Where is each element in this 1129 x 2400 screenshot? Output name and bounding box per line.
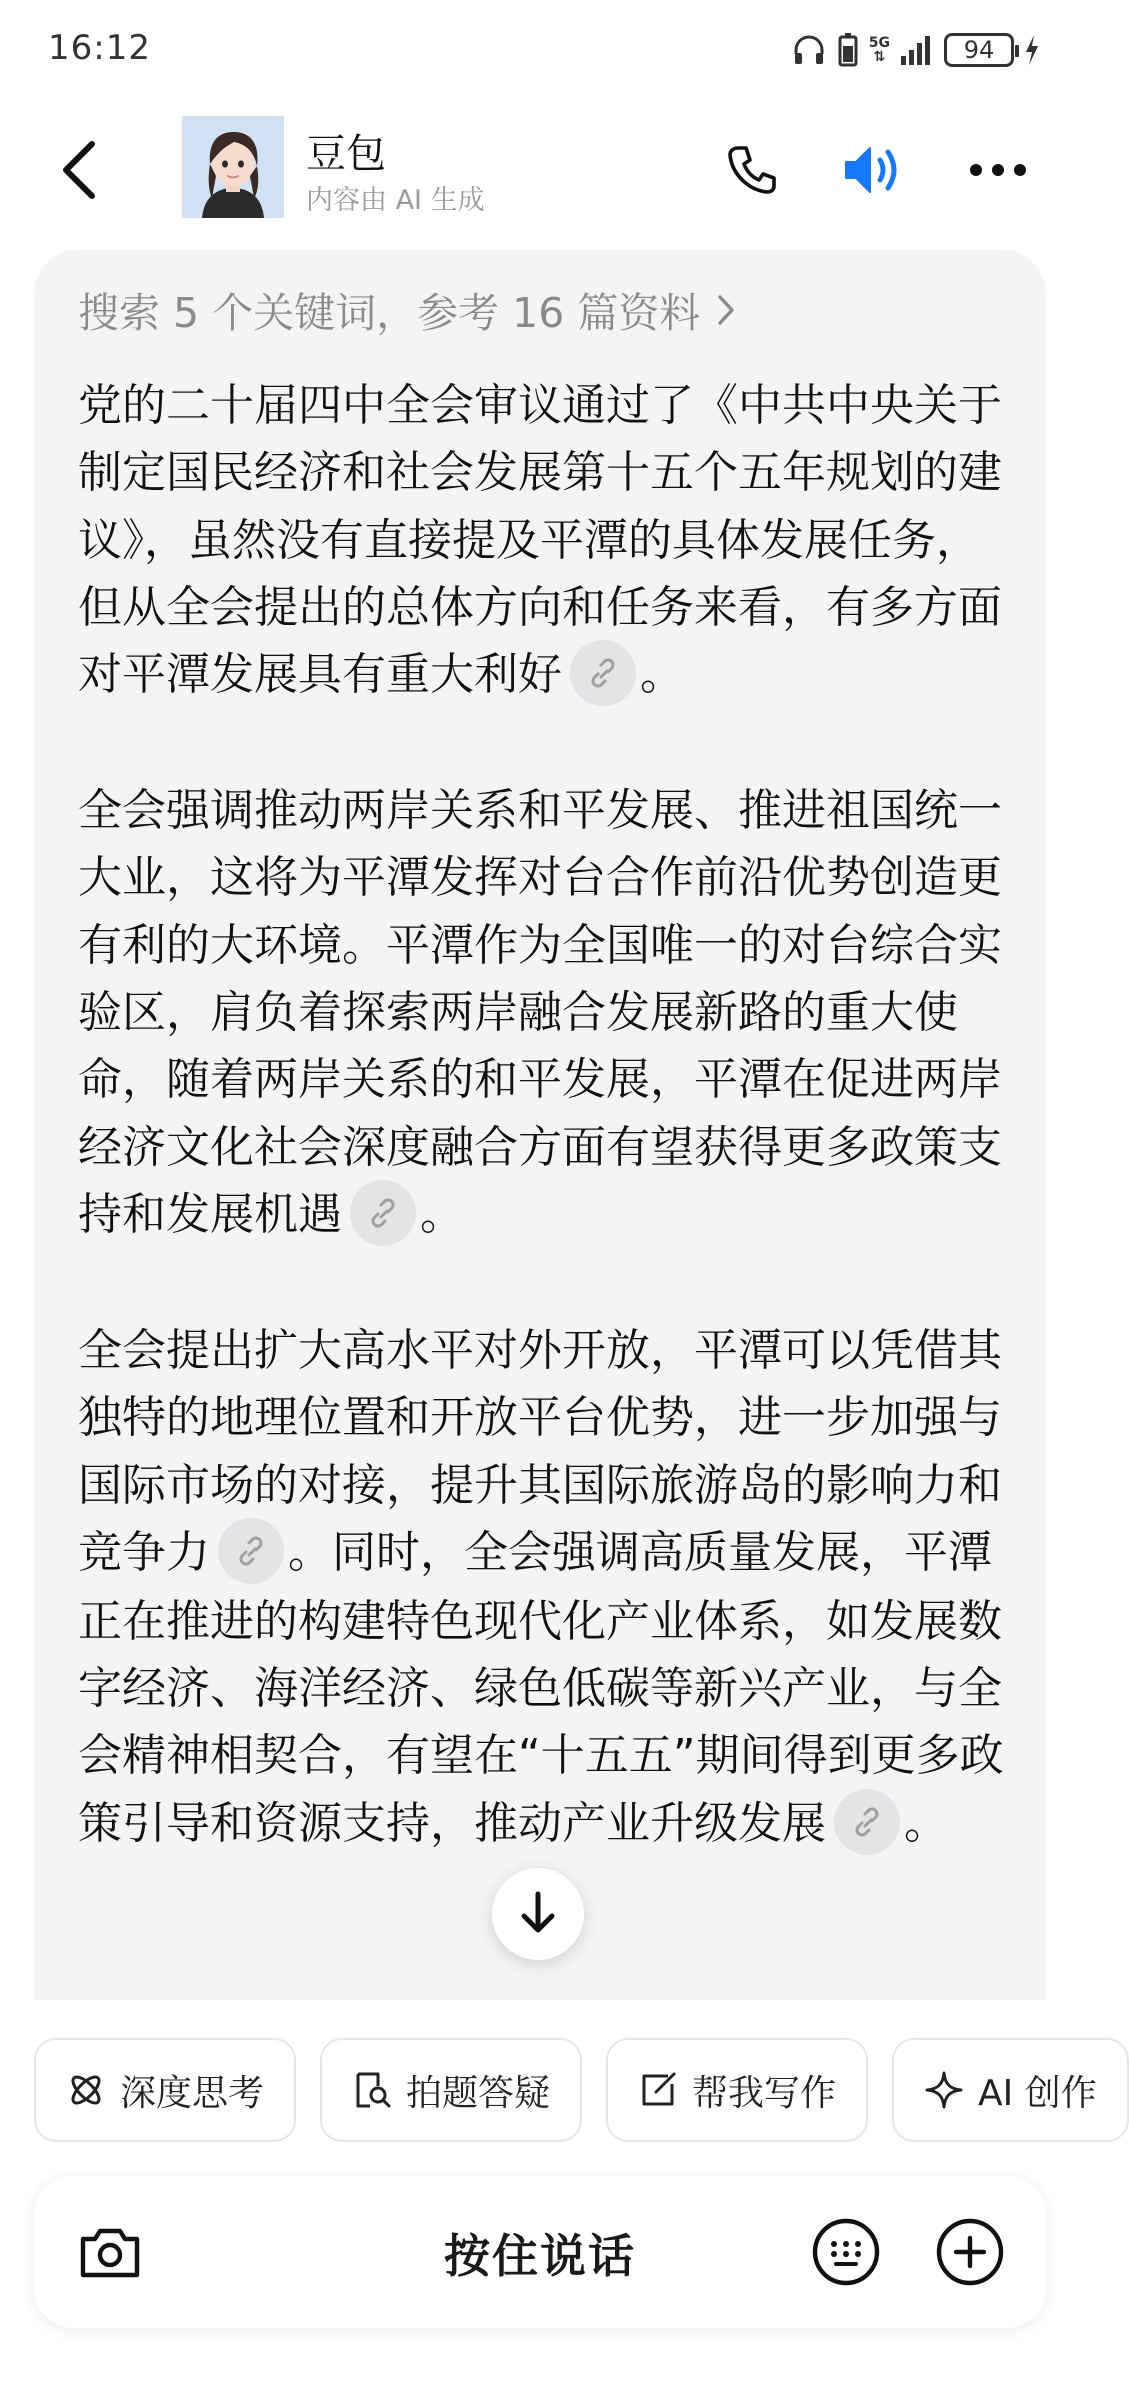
answer-card: [34, 250, 1046, 2000]
speaker-icon: [842, 142, 906, 198]
chevron-left-icon: [58, 140, 102, 200]
call-button[interactable]: [712, 130, 792, 210]
chip-photo-question[interactable]: [320, 2038, 582, 2142]
chat-header: [0, 110, 1080, 230]
status-time: 16:12: [48, 28, 151, 68]
link-icon: [586, 656, 620, 690]
chip-label: 深度思考: [120, 2072, 265, 2114]
chip-label: 帮我写作: [692, 2072, 837, 2114]
reference-link-button[interactable]: [834, 1789, 900, 1855]
headphones-icon: [791, 32, 827, 68]
avatar[interactable]: [182, 116, 284, 218]
add-button[interactable]: [930, 2212, 1010, 2292]
phone-icon: [724, 142, 780, 198]
keyboard-toggle-button[interactable]: [806, 2212, 886, 2292]
scan-question-icon: [352, 2070, 392, 2110]
search-summary[interactable]: [78, 280, 736, 339]
scroll-to-bottom-button[interactable]: [492, 1868, 584, 1960]
chip-deep-think[interactable]: [34, 2038, 296, 2142]
chevron-right-icon: [716, 293, 736, 327]
sparkle-icon: [924, 2070, 964, 2110]
chip-help-write[interactable]: [606, 2038, 868, 2142]
paragraph-2: 全会强调推动两岸关系和平发展、推进祖国统一大业，这将为平潭发挥对台合作前沿优势创造更有利的大环境。平潭作为全国唯一的对台综合实验区，肩负着探索两岸融合发展新路的重大使命，随着两岸关系的和平发展，平潭在促进两岸经济文化社会深度融合方面有望获得更多政策支持和发展机遇 。: [78, 777, 1008, 1250]
paragraph-1: 党的二十届四中全会审议通过了《中共中央关于制定国民经济和社会发展第十五个五年规划的建议》，虽然没有直接提及平潭的具体发展任务，但从全会提出的总体方向和任务来看，有多方面对平潭发展具有重大利好 。: [78, 372, 1008, 710]
reference-link-button[interactable]: [350, 1180, 416, 1246]
signal-icon: [900, 34, 934, 66]
hold-to-talk-button[interactable]: 按住说话: [444, 2229, 636, 2283]
battery-small-icon: [837, 32, 859, 68]
ai-generated-note: 内容由 AI 生成: [306, 185, 485, 216]
paragraph-3: 全会提出扩大高水平对外开放，平潭可以凭借其独特的地理位置和开放平台优势，进一步加强与国际市场的对接，提升其国际旅游岛的影响力和竞争力 。同时，全会强调高质量发展，平潭正在推进的构建特色现代化产业体系，如发展数字经济、海洋经济、绿色低碳等新兴产业，与全会精神相契合，有望在“十五五”期间得到更多政策引导和资源支持，推动产业升级发展 。: [78, 1317, 1008, 1859]
link-icon: [850, 1805, 884, 1839]
input-bar: [34, 2176, 1046, 2328]
plus-circle-icon: [934, 2216, 1006, 2288]
avatar-girl-icon: [182, 116, 284, 218]
link-icon: [234, 1534, 268, 1568]
keyboard-icon: [810, 2216, 882, 2288]
status-icons: [791, 28, 1040, 72]
chip-ai-create[interactable]: [892, 2038, 1129, 2142]
battery-level: 94: [963, 36, 995, 64]
atom-icon: [66, 2070, 106, 2110]
arrow-down-icon: [518, 1890, 558, 1938]
battery-icon: [944, 33, 1014, 67]
network-label: 5G: [868, 35, 890, 51]
back-button[interactable]: [40, 130, 120, 210]
quick-actions: [34, 2038, 1097, 2142]
bot-name: 豆包: [306, 131, 386, 177]
chip-label: 拍题答疑: [406, 2072, 551, 2114]
chip-label: AI 创作: [978, 2072, 1097, 2114]
link-icon: [366, 1196, 400, 1230]
answer-text: [78, 372, 1008, 1926]
more-options-button[interactable]: [958, 130, 1038, 210]
charging-icon: [1024, 34, 1040, 66]
more-dots-icon: [968, 160, 1028, 180]
edit-icon: [638, 2070, 678, 2110]
status-bar: [0, 0, 1080, 100]
reference-link-button[interactable]: [570, 640, 636, 706]
voice-playback-button[interactable]: [834, 130, 914, 210]
reference-link-button[interactable]: [218, 1518, 284, 1584]
search-summary-text: 搜索 5 个关键词，参考 16 篇资料: [78, 289, 701, 337]
network-indicator: 5G ⇅: [868, 35, 890, 65]
